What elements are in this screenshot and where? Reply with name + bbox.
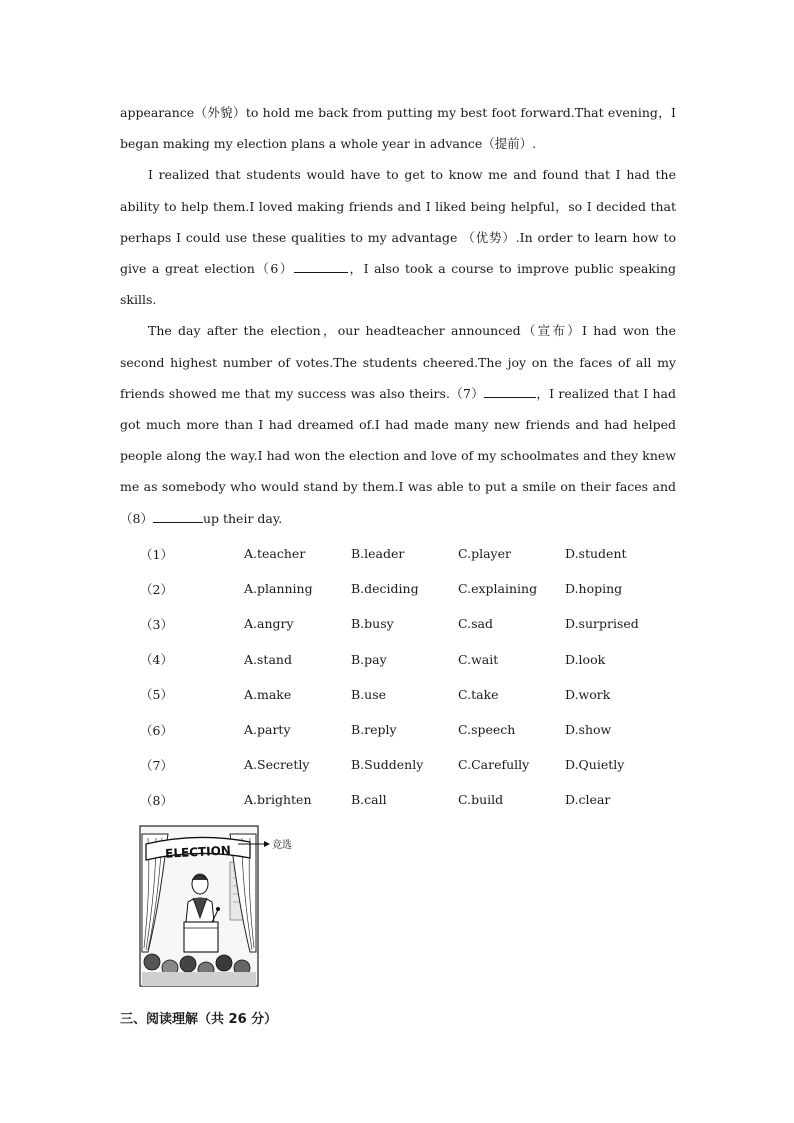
option-b: B.Suddenly <box>351 757 424 773</box>
option-a: A.brighten <box>244 792 312 808</box>
option-row <box>140 782 700 817</box>
option-c: C.take <box>458 686 499 702</box>
option-d: D.Quietly <box>565 757 625 773</box>
question-number: （7） <box>140 757 173 773</box>
option-a: A.make <box>244 686 292 702</box>
audience-head <box>216 955 232 971</box>
option-c: C.explaining <box>458 581 538 597</box>
paragraph-2 <box>120 159 676 315</box>
paragraph-3 <box>120 315 676 533</box>
options-table <box>140 536 700 818</box>
option-row <box>140 571 700 606</box>
option-a: A.stand <box>244 651 292 667</box>
option-d: D.student <box>565 546 627 562</box>
election-drawing <box>138 822 294 992</box>
answer-blank-6 <box>294 260 348 273</box>
election-illustration <box>138 822 294 992</box>
banner-text: ELECTION <box>164 843 232 861</box>
option-a: A.teacher <box>244 546 306 562</box>
paragraph-3-text-b: ，I realized that I had got much more than I had dreamed of.I had made many new friends and had helped people along the way.I had won the election and love of my schoolmates and they knew me as somebody who would stand by them.I was able to put a smile on their faces and（8） <box>120 385 676 526</box>
option-row <box>140 606 700 641</box>
option-c: C.speech <box>458 722 516 738</box>
option-b: B.leader <box>351 546 405 562</box>
callout-label: 竞选 <box>272 840 292 851</box>
microphone-icon <box>216 907 220 911</box>
option-d: D.look <box>565 651 606 667</box>
option-b: B.use <box>351 686 387 702</box>
question-number: （2） <box>140 581 173 597</box>
option-c: C.wait <box>458 651 499 667</box>
answer-blank-7 <box>484 385 536 398</box>
section-heading: 三、阅读理解（共 26 分） <box>120 1012 278 1027</box>
paragraph-2-text-a: I realized that students would have to get to know me and found that I had the ability to help them.I loved making friends and I liked being helpful，so I decided that perhaps I could use these qualities to my advantage （优势）.In order to learn how to give a great election（6） <box>120 167 676 277</box>
option-d: D.show <box>565 722 612 738</box>
option-c: C.Carefully <box>458 757 530 773</box>
option-c: C.sad <box>458 616 493 632</box>
option-row <box>140 642 700 677</box>
paragraph-1-text: appearance（外貌）to hold me back from putting my best foot forward.That evening，I began making my election plans a whole year in advance（提前）. <box>120 105 676 152</box>
option-c: C.player <box>458 546 511 562</box>
option-a: A.party <box>244 722 291 738</box>
option-row <box>140 747 700 782</box>
option-b: B.busy <box>351 616 394 632</box>
option-row <box>140 712 700 747</box>
option-c: C.build <box>458 792 504 808</box>
paragraph-3-text-a: The day after the election，our headteacher announced（宣布）I had won the second highest number of votes.The students cheered.The joy on the faces of all my friends showed me that my success was also theirs.（7） <box>120 323 676 401</box>
option-b: B.deciding <box>351 581 419 597</box>
option-a: A.Secretly <box>244 757 310 773</box>
option-d: D.surprised <box>565 616 639 632</box>
question-number: （5） <box>140 687 173 703</box>
question-number: （8） <box>140 792 173 808</box>
audience-head <box>180 956 196 972</box>
option-b: B.call <box>351 792 387 808</box>
answer-blank-8 <box>153 510 203 523</box>
option-b: B.reply <box>351 722 397 738</box>
paragraph-2-text-b: ，I also took a course to improve public speaking skills. <box>120 261 677 308</box>
paragraph-3-text-c: up their day. <box>202 510 283 526</box>
question-number: （3） <box>140 616 173 632</box>
question-number: （1） <box>140 546 173 562</box>
option-row <box>140 536 700 571</box>
option-b: B.pay <box>351 651 387 667</box>
question-number: （4） <box>140 652 173 668</box>
option-a: A.angry <box>244 616 294 632</box>
paragraph-1 <box>120 97 676 159</box>
podium <box>184 922 218 952</box>
option-d: D.work <box>565 686 611 702</box>
option-row <box>140 677 700 712</box>
option-d: D.hoping <box>565 581 623 597</box>
passage <box>120 97 676 534</box>
option-d: D.clear <box>565 792 611 808</box>
audience-head <box>144 954 160 970</box>
option-a: A.planning <box>244 581 313 597</box>
question-number: （6） <box>140 722 173 738</box>
